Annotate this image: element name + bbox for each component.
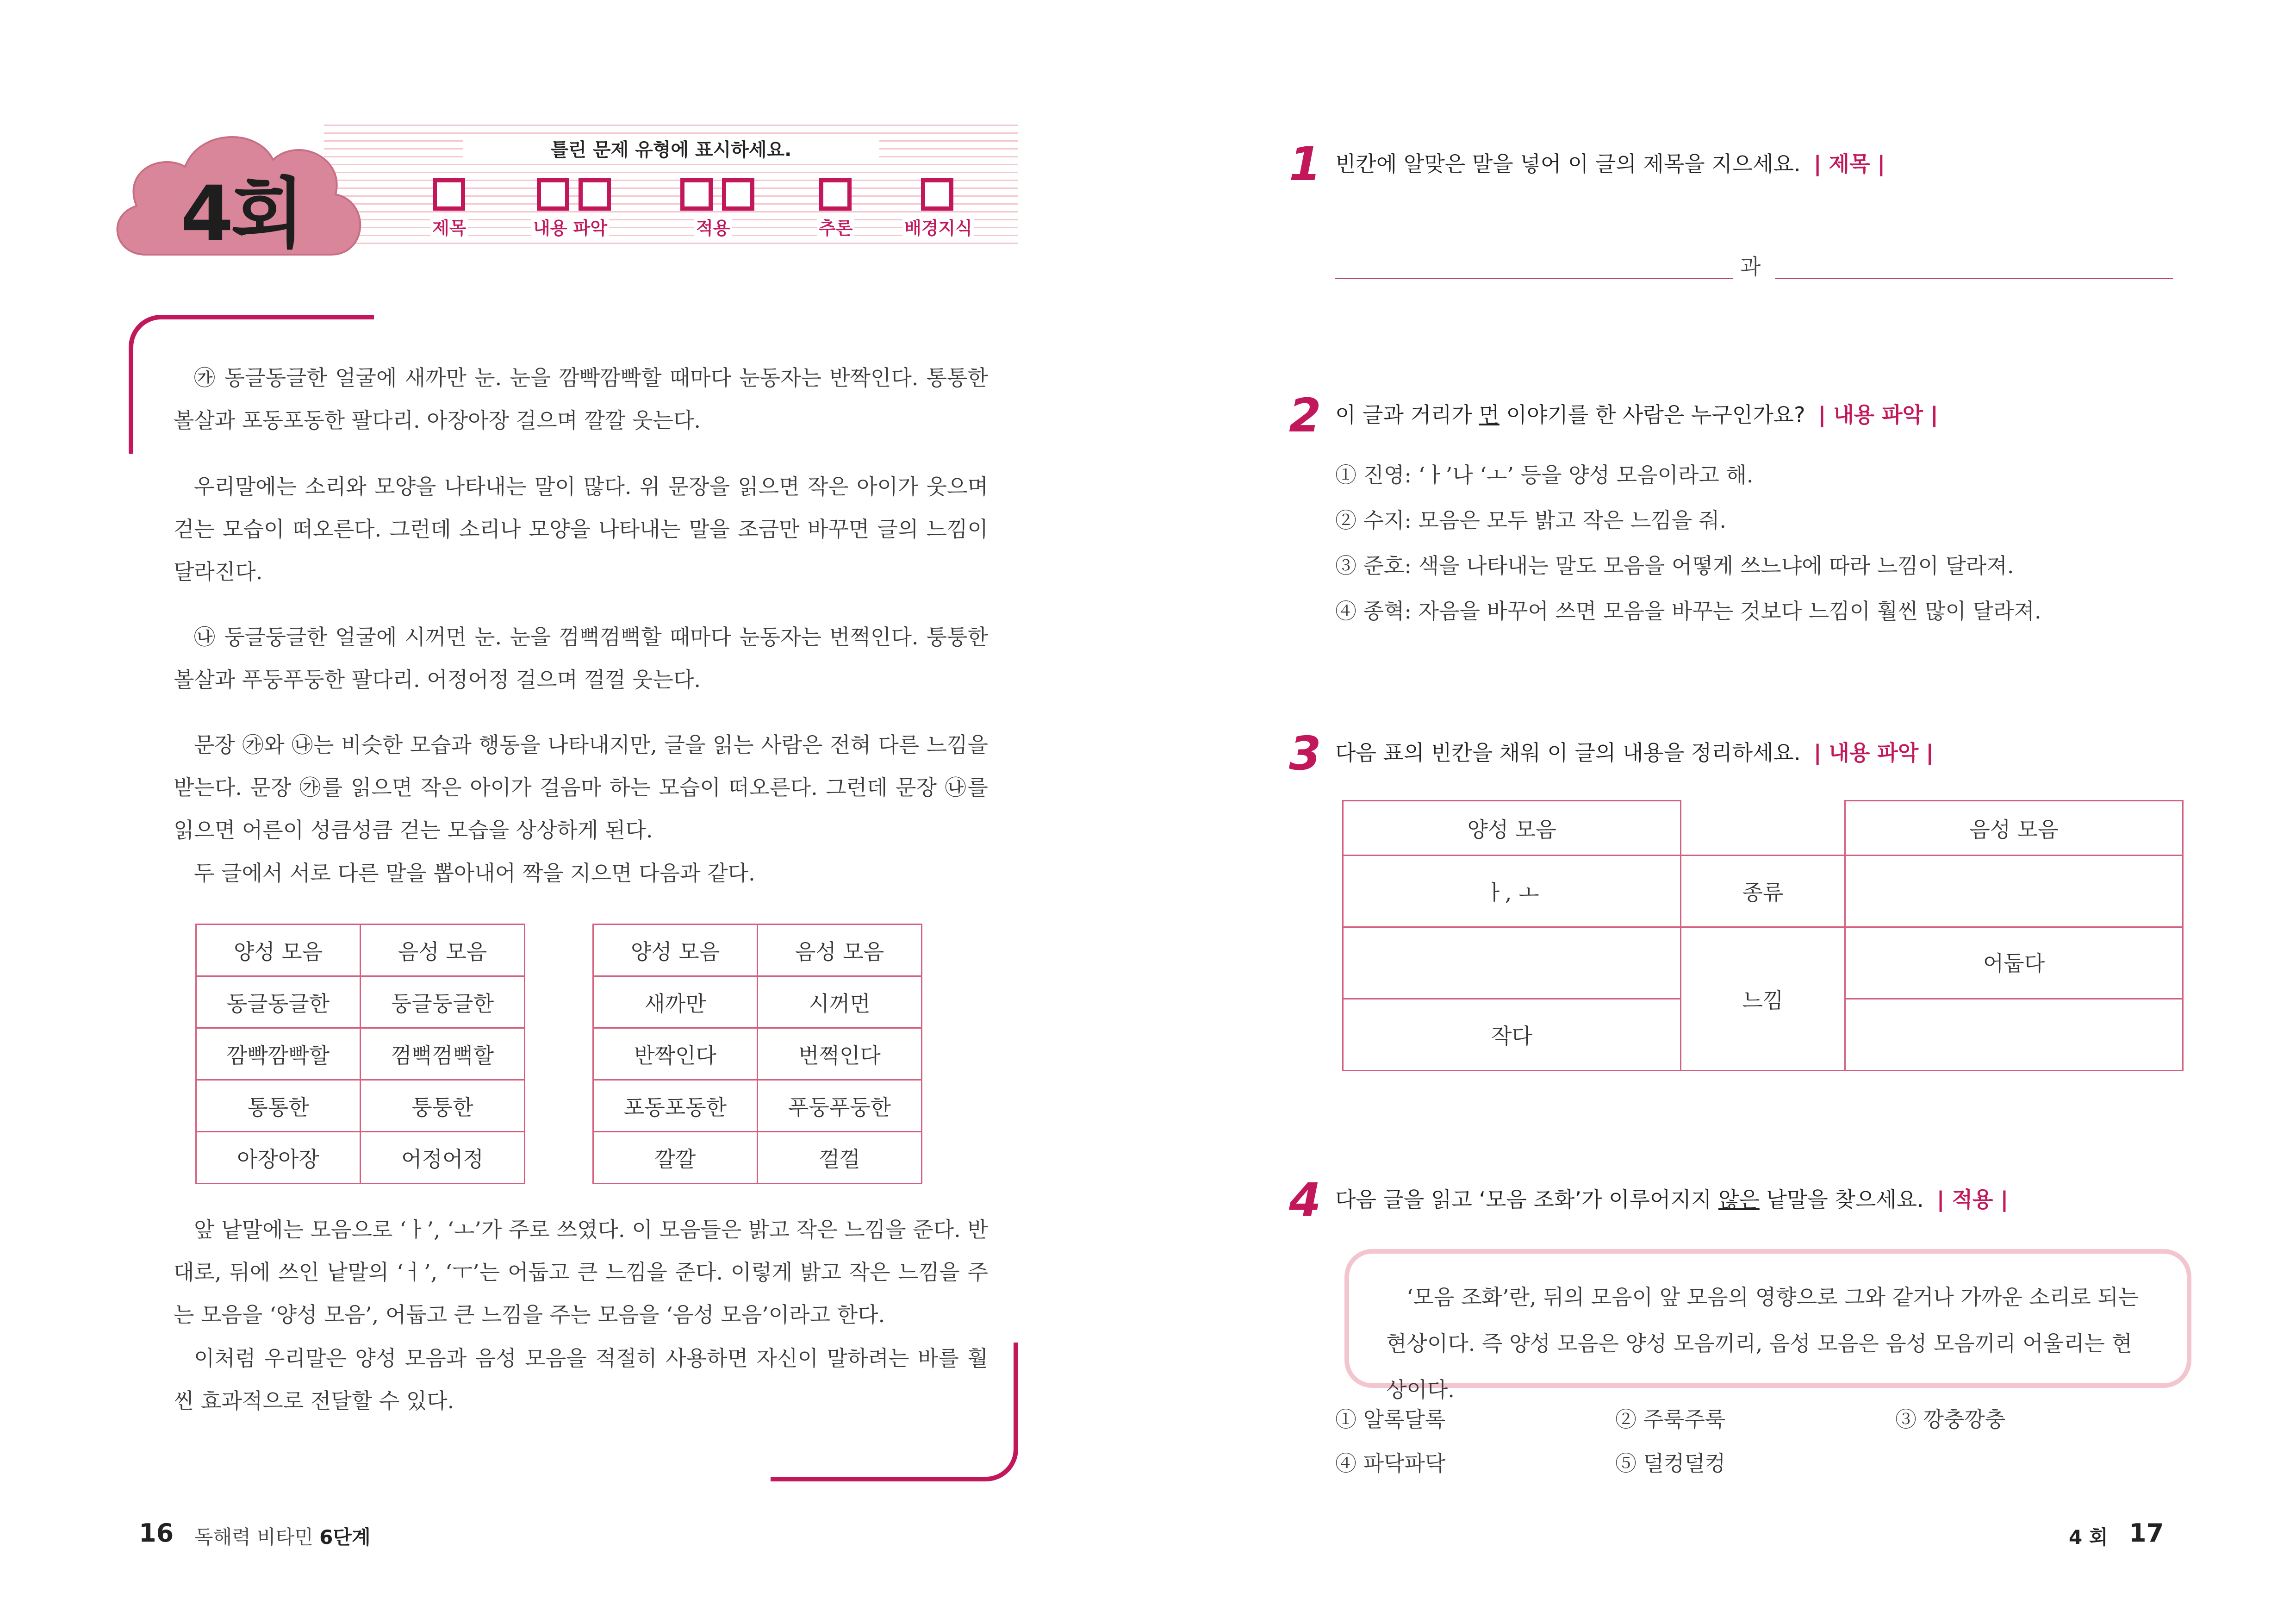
category-content: 내용 파악 [531,214,609,239]
question-number-3: 3 [1289,726,1321,781]
table-row: 아장아장 어정어정 [196,1132,525,1184]
table-row: 반짝인다 번쩍인다 [593,1028,922,1080]
checkbox-title[interactable] [433,178,465,211]
page-number-right: 17 [2129,1518,2164,1548]
checkbox-apply-2[interactable] [722,178,754,211]
category-apply: 적용 [694,214,732,239]
question-tag: | 내용 파악 | [1818,402,1938,427]
answer-line-2[interactable] [1775,278,2173,279]
table-row: 새까만 시꺼먼 [593,976,922,1028]
table-row: 깜빡깜빡할 껌뻑껌뻑할 [196,1028,525,1080]
answer-option[interactable]: ② 주룩주룩 [1615,1407,1726,1432]
passage-paragraph: 이처럼 우리말은 양성 모음과 음성 모음을 적절히 사용하면 자신이 말하려는 바를 훨씬 효과적으로 전달할 수 있다. [174,1346,988,1413]
round-title: 4회 [180,169,302,258]
row-label-kind: 종류 [1681,856,1845,927]
blank-cell[interactable] [1846,999,2182,1069]
passage-paragraph: 앞 낱말에는 모음으로 ‘ㅏ’, ‘ㅗ’가 주로 쓰였다. 이 모음들은 밝고 작은 느낌을 준다. 반대로, 뒤에 쓰인 낱말의 ‘ㅓ’, ‘ㅜ’는 어둡고 큰 느낌을 준다. 이렇게 밝고 작은 느낌을 주는 모음을 ‘양성 모음’, 어둡고 큰 느낌을 주는 모음을 ‘음성 모음’이라고 한다. [174,1217,988,1327]
round-label: 4 회 [2069,1526,2108,1549]
checkbox-content-2[interactable] [579,178,611,211]
answer-option[interactable]: ① 알록달록 [1335,1407,1446,1432]
blank-cell[interactable] [1343,927,1681,999]
question-1-text: 빈칸에 알맞은 말을 넣어 이 글의 제목을 지으세요. | 제목 | [1335,151,1885,176]
table-cell: ㅏ, ㅗ [1343,856,1681,927]
question-2-text: 이 글과 거리가 먼 이야기를 한 사람은 누구인가요? | 내용 파악 | [1335,402,1938,427]
answer-option[interactable]: ③ 깡충깡충 [1895,1407,2006,1432]
vowel-pair-table-1 [195,924,525,1184]
table-header: 양성 모음 [593,924,758,976]
blank-cell[interactable] [1845,856,2183,927]
question-tag: | 적용 | [1936,1187,2009,1212]
row-label-feel: 느낌 [1681,927,1845,1071]
category-background: 배경지식 [902,214,974,239]
question-4-text: 다음 글을 읽고 ‘모음 조화’가 이루어지지 않은 낱말을 찾으세요. | 적용 | [1335,1187,2009,1212]
answer-option[interactable]: ② 수지: 모음은 모두 밝고 작은 느낌을 줘. [1335,508,1727,533]
passage-paragraph: 우리말에는 소리와 모양을 나타내는 말이 많다. 위 문장을 읽으면 작은 아이가 웃으며 걷는 모습이 떠오른다. 그런데 소리나 모양을 나타내는 말을 조금만 바꾸면 글의 느낌이 달라진다. [174,474,988,584]
passage-paragraph: 두 글에서 서로 다른 말을 뽑아내어 짝을 지으면 다음과 같다. [194,861,755,886]
table-header: 양성 모음 [196,924,361,976]
answer-option[interactable]: ④ 파닥파닥 [1335,1451,1446,1476]
table-header: 양성 모음 [1343,801,1681,856]
summary-table [1342,800,2184,1071]
checkbox-inference[interactable] [819,178,852,211]
question-tag: | 제목 | [1813,151,1885,176]
table-row: 통통한 퉁퉁한 [196,1080,525,1132]
table-cell-dark: 어둡다 [1846,928,2182,999]
table-cell: 작다 [1343,999,1681,1071]
question-number-1: 1 [1289,137,1321,191]
definition-box [1344,1249,2191,1402]
table-cell [1845,927,2183,1071]
answer-connector: 과 [1740,254,1761,279]
answer-option[interactable]: ③ 준호: 색을 나타내는 말도 모음을 어떻게 쓰느냐에 따라 느낌이 달라져. [1335,553,2014,578]
passage-paragraph: 문장 ㉮와 ㉯는 비슷한 모습과 행동을 나타내지만, 글을 읽는 사람은 전혀 다른 느낌을 받는다. 문장 ㉮를 읽으면 작은 아이가 걸음마 하는 모습이 떠오른다. 그런데 문장 ㉯를 읽으면 어른이 성큼성큼 걷는 모습을 상상하게 된다. [174,732,988,843]
table-row: 포동포동한 푸둥푸둥한 [593,1080,922,1132]
table-header: 음성 모음 [758,924,922,976]
question-number-4: 4 [1289,1173,1321,1227]
table-header: 음성 모음 [1845,801,2183,856]
mark-instruction: 틀린 문제 유형에 표시하세요. [463,134,879,162]
passage-paragraph: ㉯ 둥글둥글한 얼굴에 시꺼먼 눈. 눈을 껌뻑껌뻑할 때마다 눈동자는 번쩍인다. 퉁퉁한 볼살과 푸둥푸둥한 팔다리. 어정어정 걸으며 껄껄 웃는다. [174,625,988,692]
answer-option[interactable]: ① 진영: ‘ㅏ’나 ‘ㅗ’ 등을 양성 모음이라고 해. [1335,462,1754,487]
answer-line-1[interactable] [1335,278,1733,279]
vowel-pair-table-2 [592,924,922,1184]
table-header: 음성 모음 [361,924,525,976]
question-number-2: 2 [1289,388,1321,443]
checkbox-apply-1[interactable] [680,178,713,211]
checkbox-background[interactable] [921,178,953,211]
category-title: 제목 [430,214,468,239]
answer-option[interactable]: ④ 종혁: 자음을 바꾸어 쓰면 모음을 바꾸는 것보다 느낌이 훨씬 많이 달라져. [1335,599,2041,624]
book-name: 독해력 비타민 6단계 [194,1526,371,1549]
page-number-left: 16 [139,1518,174,1548]
table-corner [1681,801,1845,856]
table-row: 깔깔 껄껄 [593,1132,922,1184]
question-tag: | 내용 파악 | [1813,740,1934,765]
checkbox-content-1[interactable] [537,178,569,211]
question-3-text: 다음 표의 빈칸을 채워 이 글의 내용을 정리하세요. | 내용 파악 | [1335,740,1934,765]
category-inference: 추론 [817,214,854,239]
definition-text: ‘모음 조화’란, 뒤의 모음이 앞 모음의 영향으로 그와 같거나 가까운 소리로 되는 현상이다. 즉 양성 모음은 양성 모음끼리, 음성 모음은 음성 모음끼리 어울리는 현상이다. [1386,1285,2139,1402]
passage-paragraph: ㉮ 동글동글한 얼굴에 새까만 눈. 눈을 깜빡깜빡할 때마다 눈동자는 반짝인다. 통통한 볼살과 포동포동한 팔다리. 아장아장 걸으며 깔깔 웃는다. [174,365,988,433]
table-row: 동글동글한 둥글둥글한 [196,976,525,1028]
answer-option[interactable]: ⑤ 덜컹덜컹 [1615,1451,1726,1476]
